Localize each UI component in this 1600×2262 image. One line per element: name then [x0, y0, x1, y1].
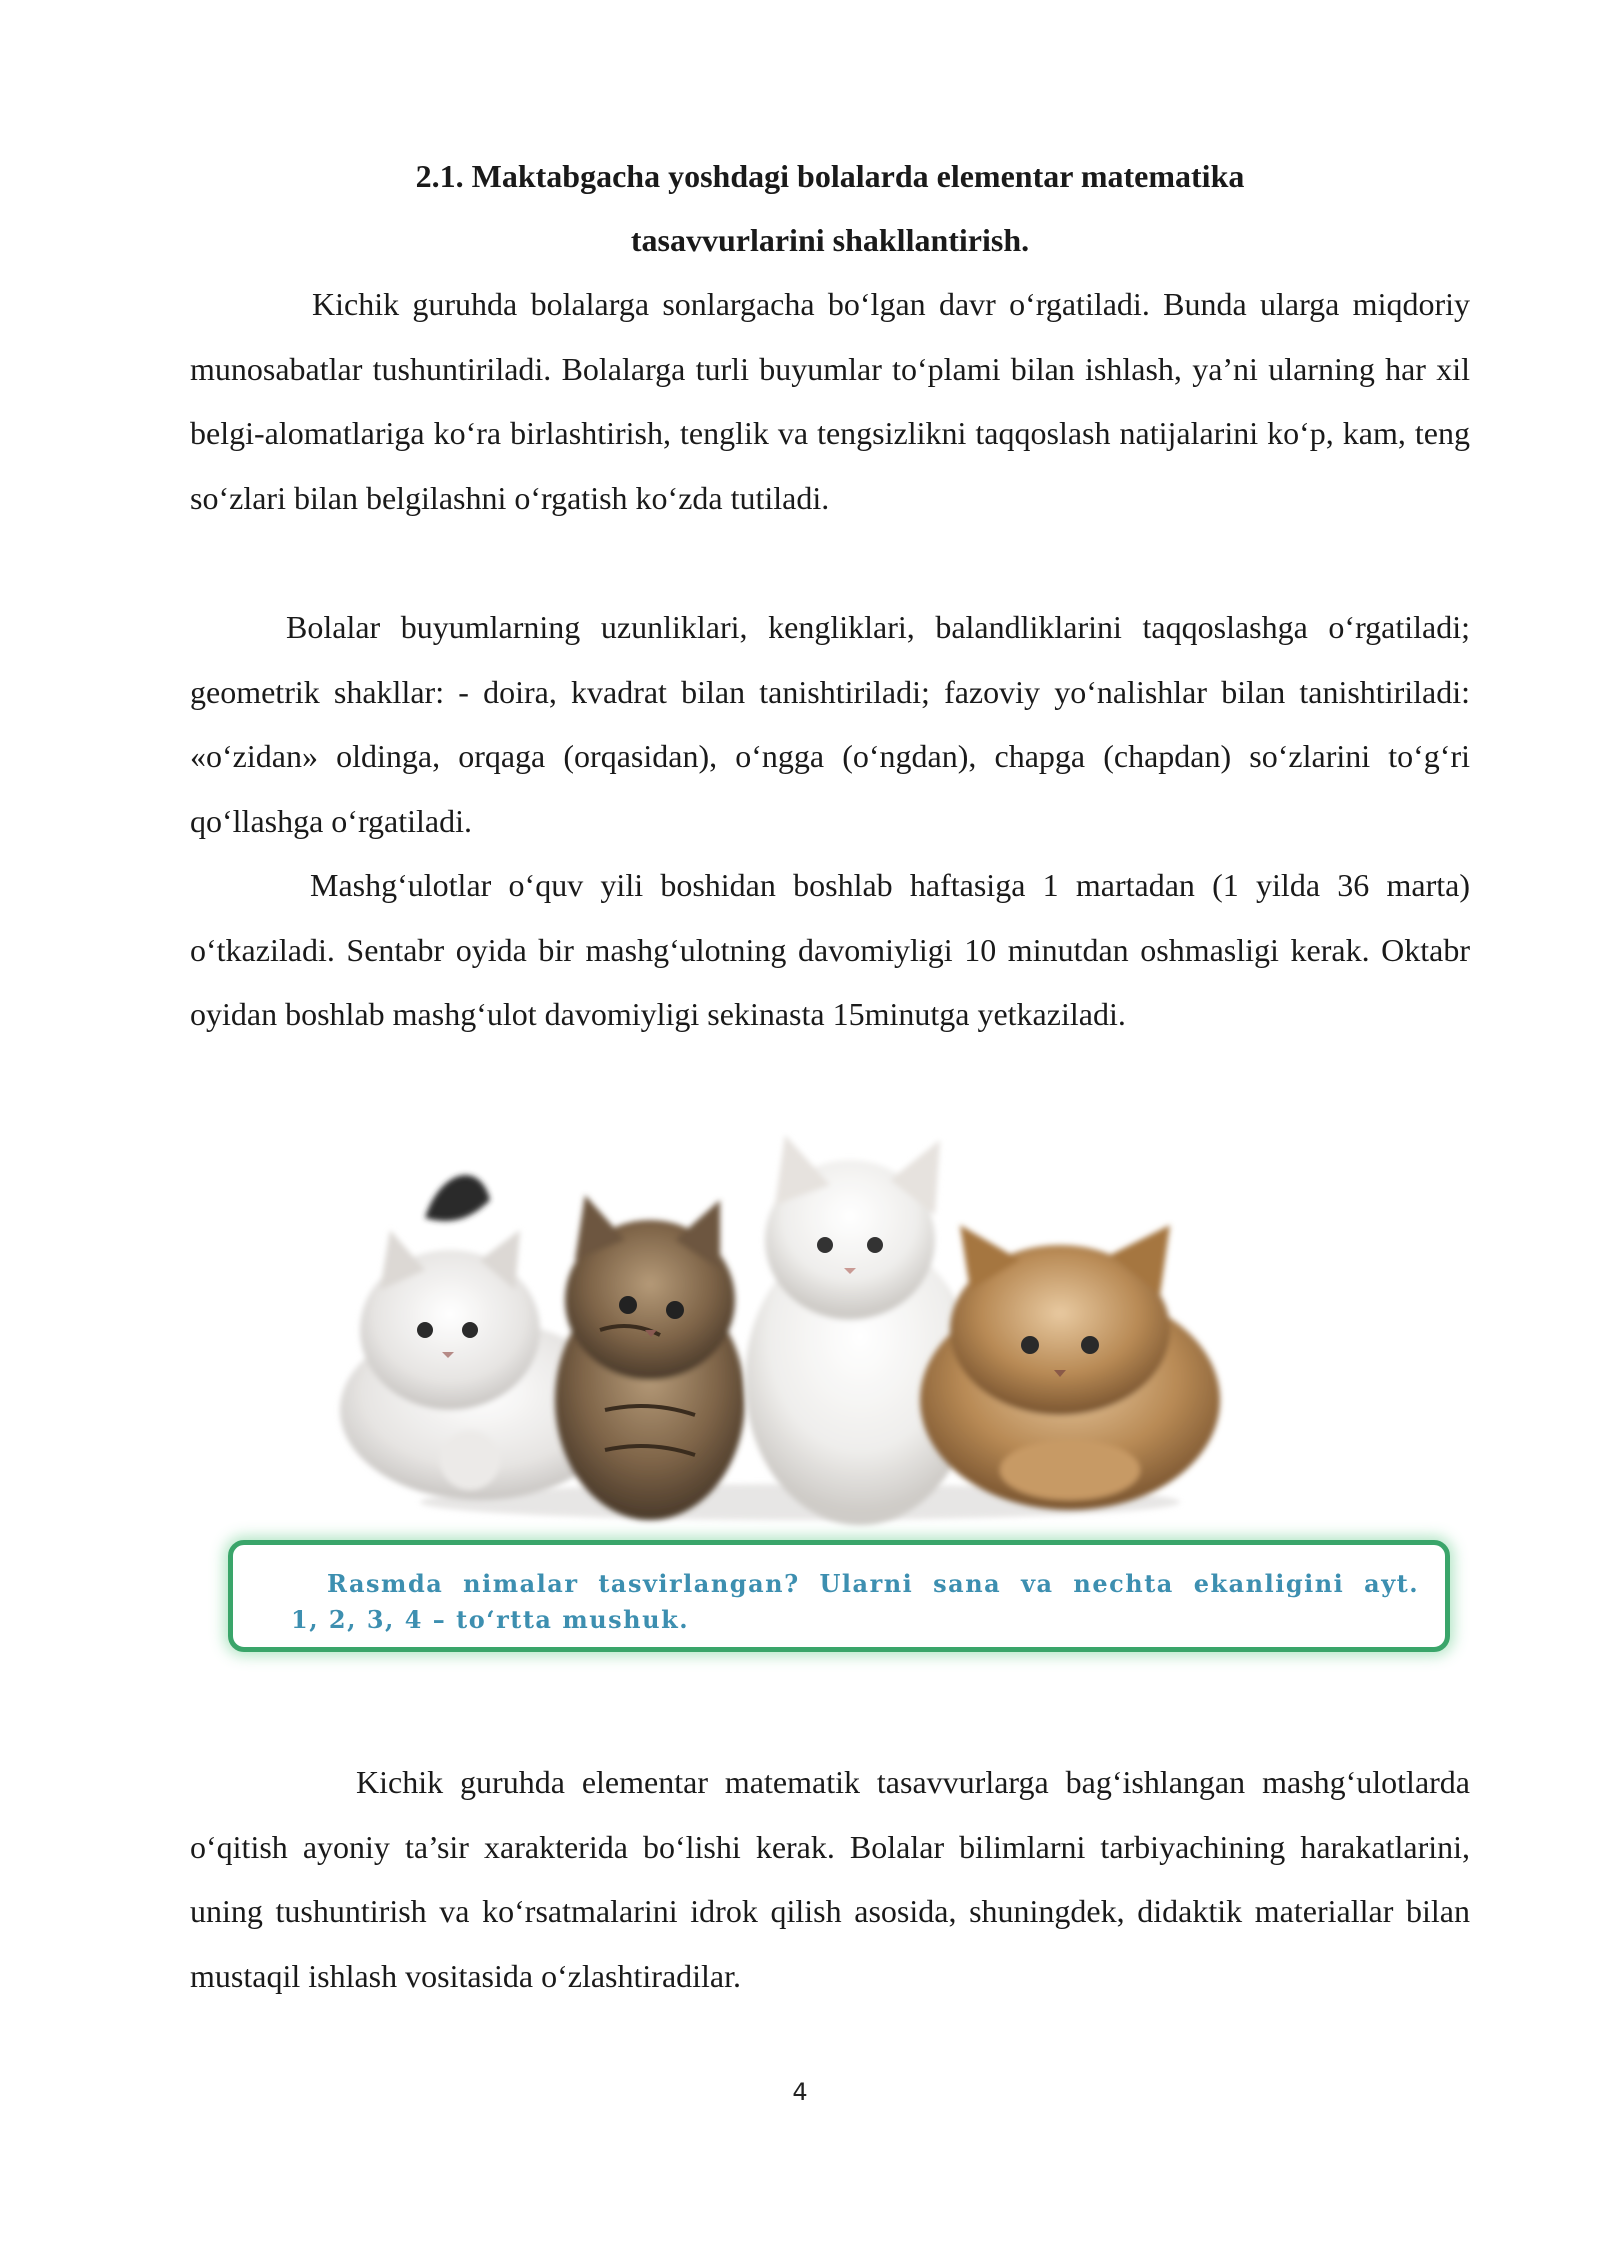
paragraph-1: Kichik guruhda bolalarga sonlargacha bo‘lgan davr o‘rgatiladi. Bunda ularga miqdoriy munosabatlar tushuntiriladi. Bolalarga turli buyumlar to‘plami bilan ishlash, ya’ni ularning har xil belgi-alomatlariga ko‘ra birlashtirish, tenglik va tengsizlikni taqqoslash natijalarini ko‘p, kam, teng so‘zlari bilan belgilashni o‘rgatish ko‘zda tutiladi. [190, 286, 1470, 516]
paragraph-4: Kichik guruhda elementar matematik tasavvurlarga bag‘ishlangan mashg‘ulotlarda o‘qitish ayoniy ta’sir xarakterida bo‘lishi kerak. Bolalar bilimlarni tarbiyachining harakatlarini, uning tushuntirish va ko‘rsatmalarini idrok qilish asosida, shuningdek, didaktik materiallar bilan mustaqil ishlash vositasida o‘zlashtiradilar. [190, 1764, 1470, 1994]
kitten-3 [745, 1135, 975, 1525]
paragraph-2: Bolalar buyumlarning uzunliklari, kengliklari, balandliklarini taqqoslashga o‘rgatiladi; geometrik shakllar: - doira, kvadrat bilan tanishtiriladi; fazoviy yo‘nalishlar bilan tanishtiriladi: «o‘zidan» oldinga, orqaga (orqasidan), o‘ngga (o‘ngdan), chapga (chapdan) so‘zlarini to‘g‘ri qo‘llashga o‘rgatiladi. [190, 609, 1470, 839]
page-number: 4 [792, 2078, 808, 2106]
kittens-illustration [330, 1130, 1270, 1530]
section-heading-line-2: tasavvurlarini shakllantirish. [630, 222, 1030, 258]
paragraph-3: Mashg‘ulotlar o‘quv yili boshidan boshlab haftasiga 1 martadan (1 yilda 36 marta) o‘tkaziladi. Sentabr oyida bir mashg‘ulotning davomiyligi 10 minutdan oshmasligi kerak. Oktabr oyidan boshlab mashg‘ulot davomiyligi sekinasta 15minutga yetkaziladi. [190, 867, 1470, 1032]
figure-caption-answer: 1, 2, 3, 4 – to‘rtta mushuk. [291, 1605, 690, 1634]
figure-caption-question: Rasmda nimalar tasvirlangan? Ularni sana va nechta ekanligini ayt. [327, 1569, 1420, 1598]
section-heading-line-1: 2.1. Maktabgacha yoshdagi bolalarda elementar matematika [415, 158, 1245, 194]
figure-caption-box [228, 1540, 1450, 1652]
kitten-2 [555, 1195, 745, 1520]
kitten-4 [920, 1225, 1220, 1510]
